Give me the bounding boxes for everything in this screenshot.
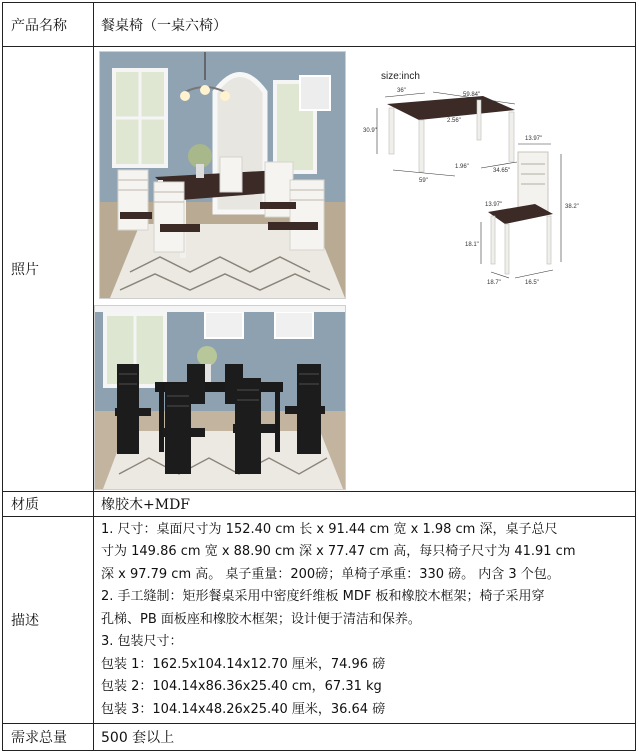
dim-top-length: 59.84" — [463, 92, 481, 98]
label-total-quantity: 需求总量 — [3, 724, 94, 751]
label-material: 材质 — [3, 492, 94, 517]
dim-apron: 1.96" — [455, 164, 469, 170]
dim-leg-span: 59" — [419, 178, 428, 184]
row-product-name — [3, 3, 636, 47]
desc-line: 包装 1：162.5x104.14x12.70 厘米，74.96 磅 — [101, 656, 386, 672]
row-material — [3, 492, 636, 517]
value-material: 橡胶木+MDF — [94, 492, 636, 517]
size-unit-label: size:inch — [381, 71, 420, 82]
dim-depth: 34.65" — [493, 168, 511, 174]
desc-line: 包装 3：104.14x48.26x25.40 厘米，36.64 磅 — [101, 701, 386, 717]
value-product-name: 餐桌椅（一桌六椅） — [94, 3, 636, 47]
desc-line: 寸为 149.86 cm 宽 x 88.90 cm 深 x 77.47 cm 高，每只椅子尺寸为 41.91 cm — [101, 544, 576, 560]
desc-line: 1. 尺寸：桌面尺寸为 152.40 cm 长 x 91.44 cm 宽 x 1.98 cm 深，桌子总尺 — [101, 521, 558, 537]
label-product-name: 产品名称 — [3, 3, 94, 47]
dim-chair-width: 13.97" — [525, 136, 543, 142]
row-total-quantity — [3, 724, 636, 751]
photo-white-dining-set — [99, 51, 346, 299]
dim-height: 30.9" — [363, 128, 377, 134]
product-spec-table — [2, 2, 636, 751]
desc-line: 孔梯、PB 面板座和橡胶木框架；设计便于清洁和保养。 — [101, 611, 421, 627]
dim-chair-base-width: 16.5" — [525, 280, 539, 286]
desc-line: 深 x 97.79 cm 高。 桌子重量：200磅；单椅子承重：330 磅。 内含 3 个包。 — [101, 566, 560, 582]
dimension-diagram — [362, 51, 632, 299]
label-description: 描述 — [3, 517, 94, 724]
dim-seat-height: 18.1" — [465, 242, 479, 248]
desc-line: 3. 包装尺寸： — [101, 634, 183, 650]
value-description — [94, 517, 636, 724]
photo-black-dining-set — [94, 305, 346, 490]
dim-top-width: 36" — [397, 88, 406, 94]
dim-chair-height: 38.2" — [565, 204, 579, 210]
desc-line: 包装 2：104.14x86.36x25.40 cm，67.31 kg — [101, 679, 382, 695]
desc-line: 2. 手工缝制：矩形餐桌采用中密度纤维板 MDF 板和橡胶木框架；椅子采用穿 — [101, 589, 545, 605]
row-photos — [3, 47, 636, 492]
row-description — [3, 517, 636, 724]
photos-cell — [94, 47, 636, 492]
dim-thickness: 2.56" — [447, 118, 461, 124]
label-photos: 照片 — [3, 47, 94, 492]
dim-chair-base-depth: 18.7" — [487, 280, 501, 286]
value-total-quantity: 500 套以上 — [94, 724, 636, 751]
dim-chair-depth: 13.97" — [485, 202, 503, 208]
